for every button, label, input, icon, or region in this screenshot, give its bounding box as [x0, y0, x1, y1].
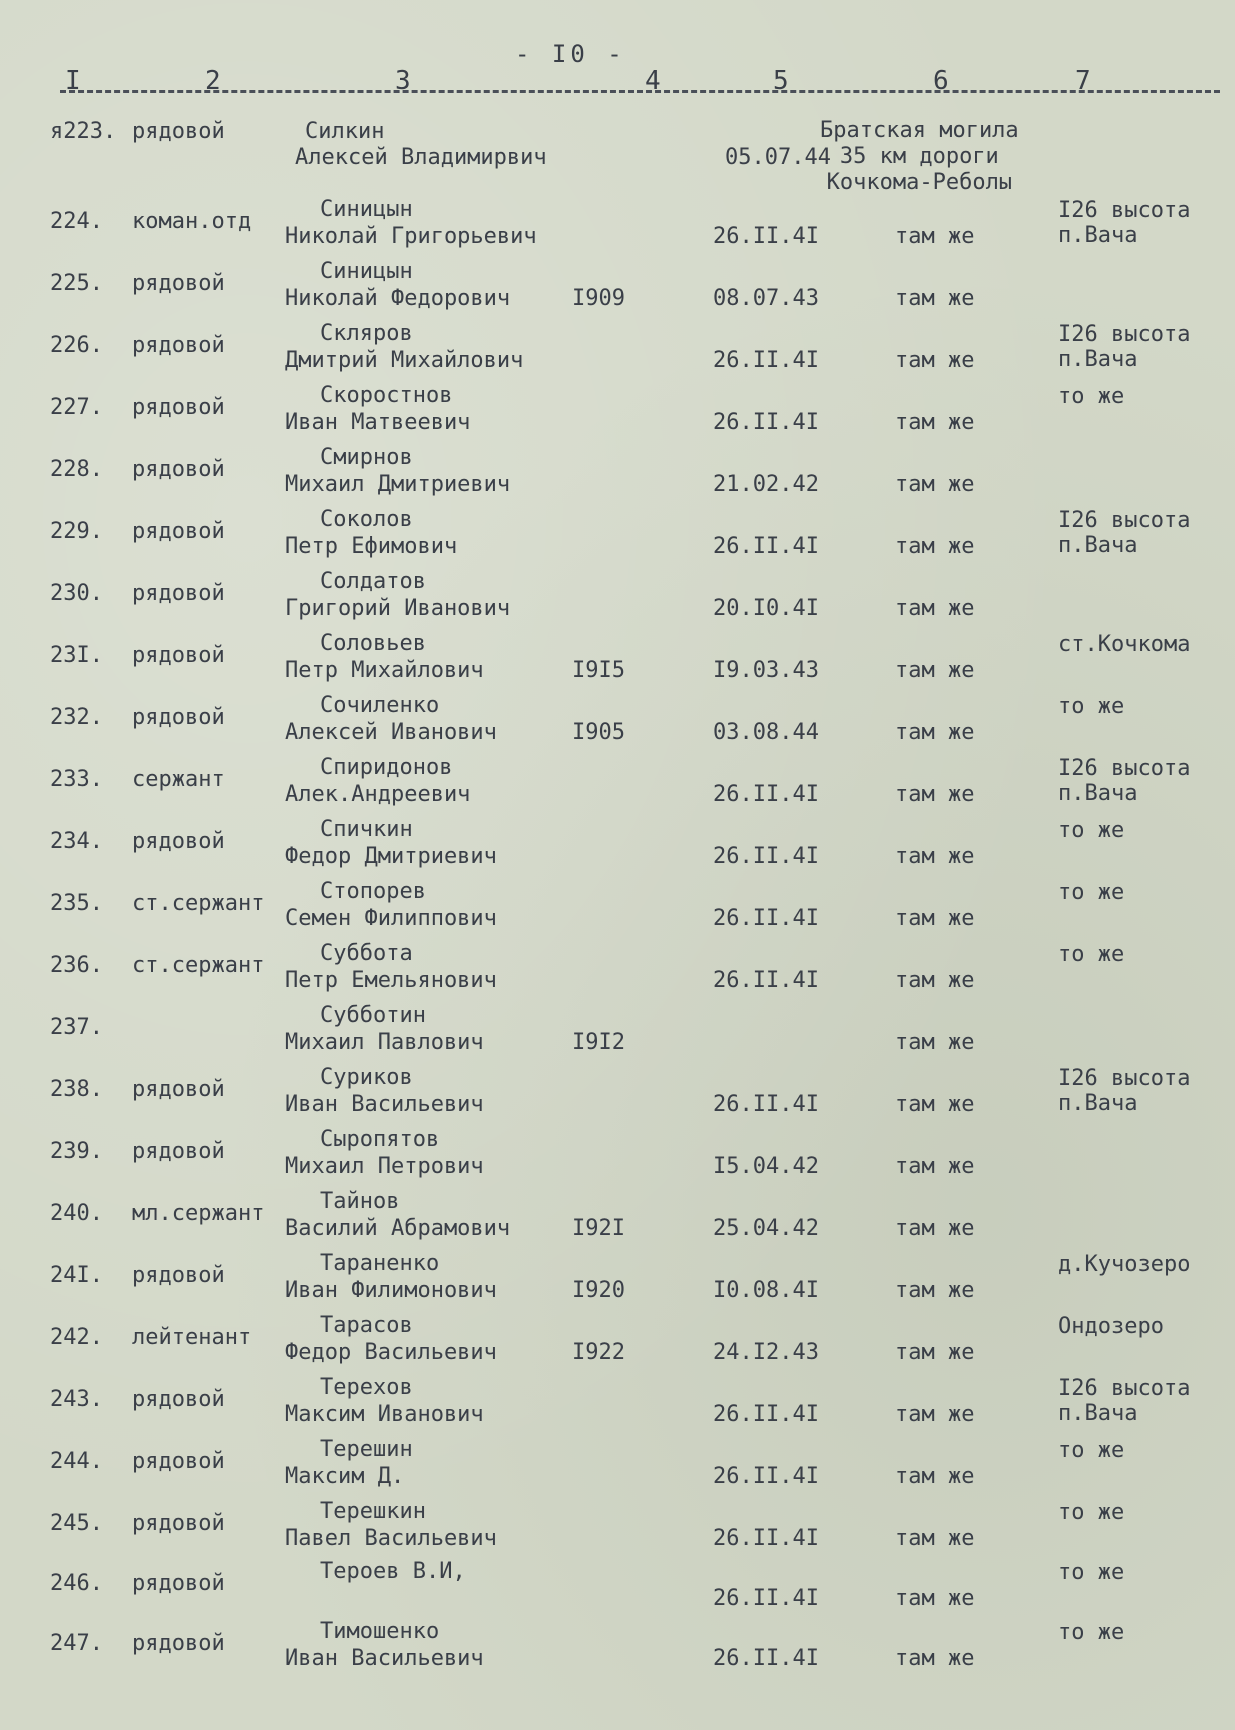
given-names: Максим Д. [285, 1464, 405, 1489]
note: то же [1058, 1500, 1125, 1525]
note: I26 высота п.Вача [1058, 1376, 1191, 1426]
note: то же [1058, 1560, 1125, 1585]
table-row [0, 322, 1235, 384]
table-row [0, 1190, 1235, 1252]
burial-place: там же [895, 906, 975, 931]
birth-year: I905 [572, 720, 625, 745]
death-date: 26.II.4I [713, 1586, 819, 1611]
surname: Терешкин [320, 1499, 426, 1524]
surname: Тайнов [320, 1189, 400, 1214]
rank: рядовой [132, 1511, 225, 1536]
given-names: Иван Васильевич [285, 1092, 484, 1117]
table-row [0, 1252, 1235, 1314]
given-names: Михаил Дмитриевич [285, 472, 511, 497]
death-date: 26.II.4I [713, 1092, 819, 1117]
rank: ст.сержант [132, 891, 265, 916]
note: I26 высота п.Вача [1058, 756, 1191, 806]
burial-place: там же [895, 410, 975, 435]
given-names: Петр Ефимович [285, 534, 458, 559]
record-number: 23I. [50, 643, 103, 668]
table-row [0, 756, 1235, 818]
birth-year: I9I5 [572, 658, 625, 683]
surname: Соловьев [320, 631, 426, 656]
rank: рядовой [132, 1449, 225, 1474]
table-row [0, 260, 1235, 322]
given-names: Максим Иванович [285, 1402, 484, 1427]
burial-place: там же [895, 844, 975, 869]
burial-place: там же [895, 782, 975, 807]
given-names: Семен Филиппович [285, 906, 497, 931]
rank: рядовой [132, 119, 225, 144]
rank: рядовой [132, 705, 225, 730]
rank: рядовой [132, 519, 225, 544]
burial-place: там же [895, 658, 975, 683]
table-row [0, 880, 1235, 942]
table-row [0, 818, 1235, 880]
surname: Терехов [320, 1375, 413, 1400]
rank: рядовой [132, 1387, 225, 1412]
table-row [0, 384, 1235, 446]
record-number: 246. [50, 1571, 103, 1596]
burial-place: там же [895, 1646, 975, 1671]
table-row [0, 1620, 1235, 1682]
given-names: Петр Михайлович [285, 658, 484, 683]
given-names: Иван Филимонович [285, 1278, 497, 1303]
column-number-3: 3 [395, 66, 411, 96]
note: I26 высота п.Вача [1058, 1066, 1191, 1116]
table-row [0, 508, 1235, 570]
record-number: 232. [50, 705, 103, 730]
rank: рядовой [132, 1263, 225, 1288]
rank: рядовой [132, 1139, 225, 1164]
given-names: Дмитрий Михайлович [285, 348, 524, 373]
table-row [0, 694, 1235, 756]
burial-place: там же [895, 1030, 975, 1055]
given-names: Михаил Петрович [285, 1154, 484, 1179]
record-number: 240. [50, 1201, 103, 1226]
given-names: Николай Федорович [285, 286, 511, 311]
death-date: I0.08.4I [713, 1278, 819, 1303]
given-names: Иван Васильевич [285, 1646, 484, 1671]
column-number-4: 4 [645, 66, 661, 96]
death-date: 26.II.4I [713, 1526, 819, 1551]
record-number: 230. [50, 581, 103, 606]
burial-place: Братская могила 35 км дороги Кочкома-Реболы [820, 118, 1019, 195]
record-number: 242. [50, 1325, 103, 1350]
surname: Скоростнов [320, 383, 453, 408]
death-date: 08.07.43 [713, 286, 819, 311]
note: то же [1058, 818, 1125, 843]
death-date: 26.II.4I [713, 1646, 819, 1671]
death-date: 26.II.4I [713, 844, 819, 869]
given-names: Федор Дмитриевич [285, 844, 497, 869]
record-number: 224. [50, 209, 103, 234]
given-names: Павел Васильевич [285, 1526, 497, 1551]
table-row [0, 1314, 1235, 1376]
death-date: 26.II.4I [713, 1402, 819, 1427]
given-names: Иван Матвеевич [285, 410, 471, 435]
rank: рядовой [132, 643, 225, 668]
record-number: 245. [50, 1511, 103, 1536]
rank: рядовой [132, 271, 225, 296]
surname: Тимошенко [320, 1619, 440, 1644]
record-number: 247. [50, 1631, 103, 1656]
table-row [0, 1376, 1235, 1438]
record-number: я223. [50, 119, 117, 144]
rank: рядовой [132, 1631, 225, 1656]
table-row [0, 1004, 1235, 1066]
burial-place: там же [895, 472, 975, 497]
page-number: - I0 - [515, 40, 626, 68]
given-names: Алек.Андреевич [285, 782, 471, 807]
burial-place: там же [895, 1464, 975, 1489]
note: то же [1058, 1438, 1125, 1463]
note: Ондозеро [1058, 1314, 1164, 1339]
record-number: 239. [50, 1139, 103, 1164]
record-number: 244. [50, 1449, 103, 1474]
rank: рядовой [132, 457, 225, 482]
column-number-6: 6 [933, 66, 949, 96]
burial-place: там же [895, 1402, 975, 1427]
burial-place: там же [895, 534, 975, 559]
rank: рядовой [132, 395, 225, 420]
surname: Терешин [320, 1437, 413, 1462]
death-date: 20.I0.4I [713, 596, 819, 621]
table-row [0, 1500, 1235, 1562]
record-number: 236. [50, 953, 103, 978]
death-date: 21.02.42 [713, 472, 819, 497]
note: I26 высота п.Вача [1058, 322, 1191, 372]
burial-place: там же [895, 1586, 975, 1611]
death-date: 26.II.4I [713, 348, 819, 373]
burial-place: там же [895, 720, 975, 745]
table-row [0, 108, 1235, 195]
death-date: 24.I2.43 [713, 1340, 819, 1365]
surname: Суриков [320, 1065, 413, 1090]
surname: Смирнов [320, 445, 413, 470]
table-row [0, 570, 1235, 632]
rank: рядовой [132, 1571, 225, 1596]
record-number: 235. [50, 891, 103, 916]
record-number: 227. [50, 395, 103, 420]
column-header-rule [60, 72, 1220, 93]
given-names: Алексей Иванович [285, 720, 497, 745]
column-number-1: I [65, 66, 81, 96]
burial-place: там же [895, 1340, 975, 1365]
death-date: 26.II.4I [713, 1464, 819, 1489]
column-number-2: 2 [205, 66, 221, 96]
surname: Соколов [320, 507, 413, 532]
given-names: Николай Григорьевич [285, 224, 537, 249]
note: I26 высота п.Вача [1058, 508, 1191, 558]
record-number: 225. [50, 271, 103, 296]
record-number: 238. [50, 1077, 103, 1102]
rank: сержант [132, 767, 225, 792]
burial-place: там же [895, 1278, 975, 1303]
note: д.Кучозеро [1058, 1252, 1191, 1277]
given-names: Петр Емельянович [285, 968, 497, 993]
surname: Тарасов [320, 1313, 413, 1338]
note: то же [1058, 942, 1125, 967]
given-names: Григорий Иванович [285, 596, 511, 621]
table-row [0, 1066, 1235, 1128]
surname: Стопорев [320, 879, 426, 904]
surname: Солдатов [320, 569, 426, 594]
note: I26 высота п.Вача [1058, 198, 1191, 248]
burial-place: там же [895, 348, 975, 373]
surname: Субботин [320, 1003, 426, 1028]
rank: рядовой [132, 1077, 225, 1102]
table-row [0, 1128, 1235, 1190]
note: то же [1058, 880, 1125, 905]
surname: Спичкин [320, 817, 413, 842]
surname: Суббота [320, 941, 413, 966]
table-row [0, 198, 1235, 260]
burial-place: там же [895, 1526, 975, 1551]
death-date: I9.03.43 [713, 658, 819, 683]
burial-place: там же [895, 1216, 975, 1241]
burial-place: там же [895, 286, 975, 311]
surname: Тараненко [320, 1251, 440, 1276]
burial-place: там же [895, 1092, 975, 1117]
death-date: 26.II.4I [713, 968, 819, 993]
surname: Сочиленко [320, 693, 440, 718]
record-number: 24I. [50, 1263, 103, 1288]
surname: Синицын [320, 197, 413, 222]
note: то же [1058, 694, 1125, 719]
burial-place: там же [895, 224, 975, 249]
birth-year: I92I [572, 1216, 625, 1241]
birth-year: I909 [572, 286, 625, 311]
death-date: 26.II.4I [713, 906, 819, 931]
surname: Синицын [320, 259, 413, 284]
surname: Сыропятов [320, 1127, 440, 1152]
table-row [0, 446, 1235, 508]
column-number-7: 7 [1075, 66, 1091, 96]
record-number: 229. [50, 519, 103, 544]
rank: мл.сержант [132, 1201, 265, 1226]
table-row [0, 942, 1235, 1004]
rank: рядовой [132, 581, 225, 606]
note: то же [1058, 1620, 1125, 1645]
death-date: 26.II.4I [713, 782, 819, 807]
note: ст.Кочкома [1058, 632, 1191, 657]
record-number: 228. [50, 457, 103, 482]
death-date: I5.04.42 [713, 1154, 819, 1179]
surname: Скляров [320, 321, 413, 346]
table-row [0, 1438, 1235, 1500]
record-number: 234. [50, 829, 103, 854]
rank: лейтенант [132, 1325, 252, 1350]
record-number: 243. [50, 1387, 103, 1412]
given-names: Алексей Владимирвич [295, 145, 547, 170]
birth-year: I922 [572, 1340, 625, 1365]
given-names: Василий Абрамович [285, 1216, 511, 1241]
death-date: 03.08.44 [713, 720, 819, 745]
given-names: Михаил Павлович [285, 1030, 484, 1055]
birth-year: I9I2 [572, 1030, 625, 1055]
table-row [0, 1560, 1235, 1622]
burial-place: там же [895, 1154, 975, 1179]
surname: Тероев В.И, [320, 1559, 466, 1584]
record-number: 233. [50, 767, 103, 792]
death-date: 26.II.4I [713, 224, 819, 249]
burial-place: там же [895, 968, 975, 993]
column-number-5: 5 [773, 66, 789, 96]
rank: коман.отд [132, 209, 252, 234]
surname: Спиридонов [320, 755, 453, 780]
record-number: 237. [50, 1015, 103, 1040]
burial-place: там же [895, 596, 975, 621]
given-names: Федор Васильевич [285, 1340, 497, 1365]
rank: ст.сержант [132, 953, 265, 978]
death-date: 26.II.4I [713, 534, 819, 559]
death-date: 25.04.42 [713, 1216, 819, 1241]
rank: рядовой [132, 333, 225, 358]
table-row [0, 632, 1235, 694]
death-date: 26.II.4I [713, 410, 819, 435]
death-date: 05.07.44 [725, 145, 831, 170]
birth-year: I920 [572, 1278, 625, 1303]
note: то же [1058, 384, 1125, 409]
record-number: 226. [50, 333, 103, 358]
rank: рядовой [132, 829, 225, 854]
surname: Силкин [305, 119, 385, 144]
